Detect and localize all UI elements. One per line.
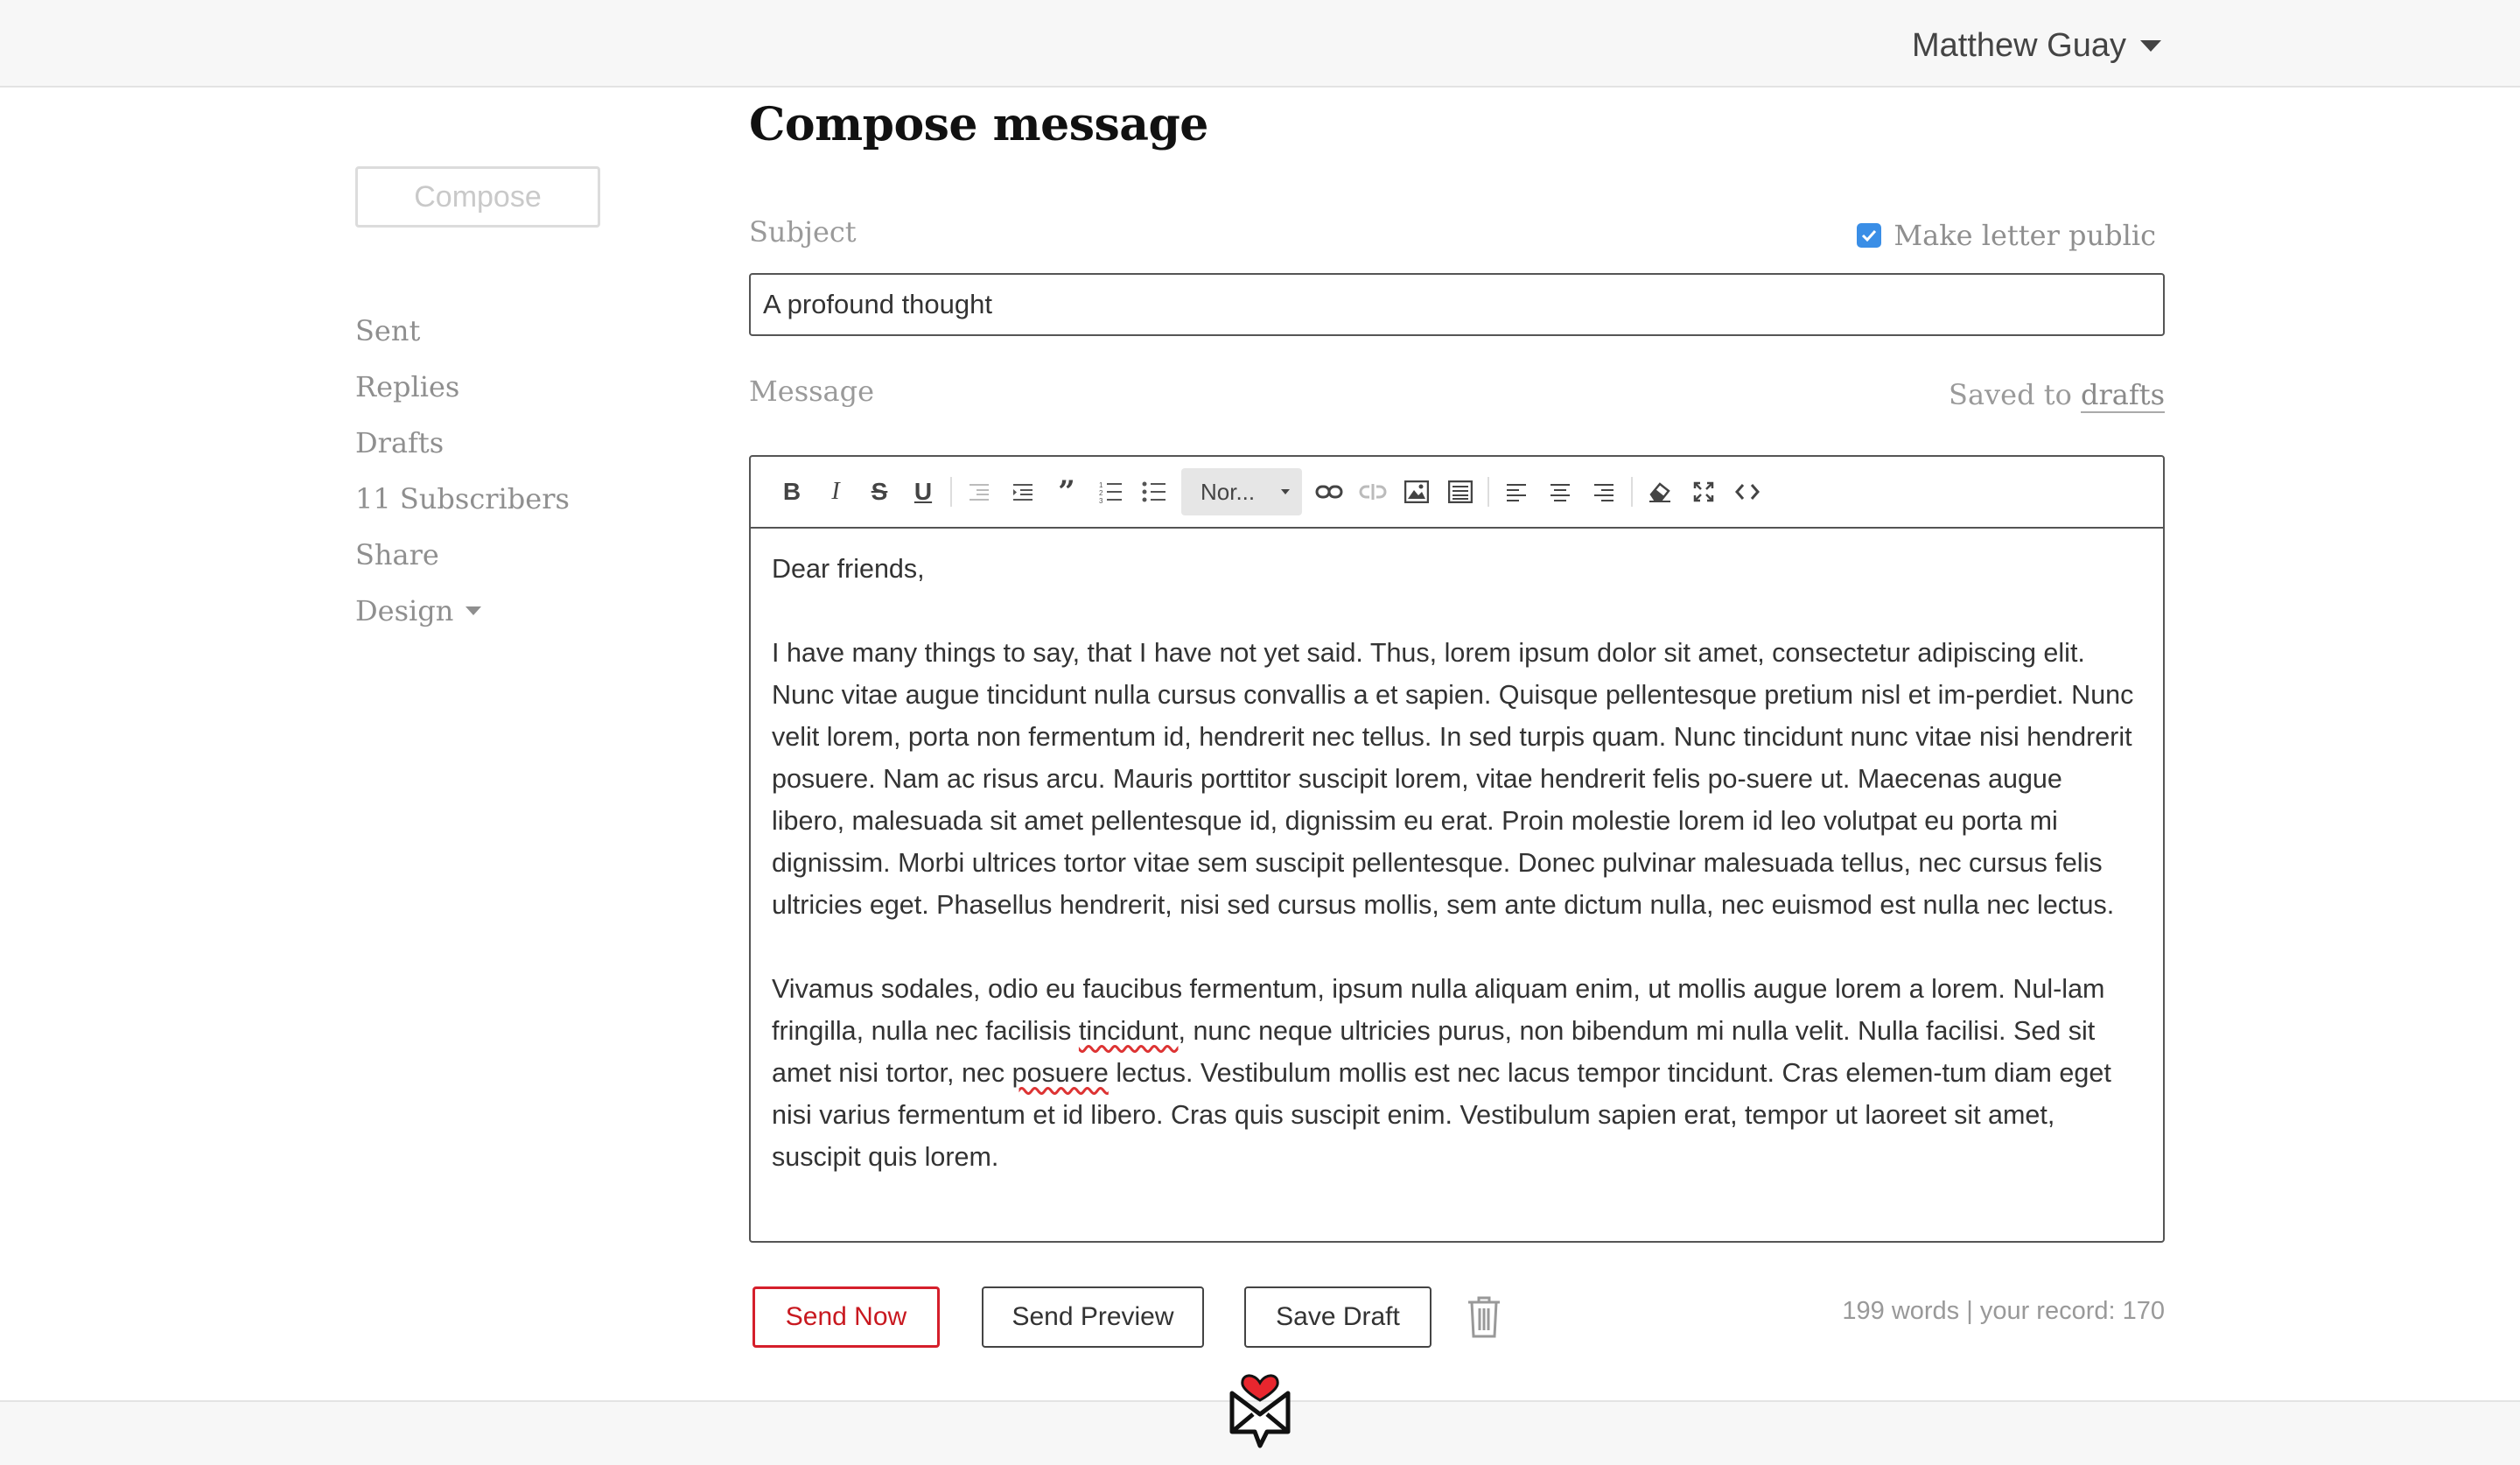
message-label: Message bbox=[749, 375, 875, 408]
sidebar-item-sent[interactable] bbox=[355, 303, 618, 359]
underline-icon: U bbox=[914, 478, 933, 505]
bold-icon: B bbox=[782, 478, 802, 505]
format-select-value: Nor... bbox=[1200, 478, 1256, 505]
code-view-button[interactable] bbox=[1726, 470, 1769, 514]
sidebar-item-label: Replies bbox=[355, 370, 460, 403]
unlink-icon bbox=[1359, 483, 1387, 501]
drafts-link[interactable]: drafts bbox=[2081, 378, 2165, 411]
link-button[interactable] bbox=[1307, 470, 1351, 514]
chevron-down-icon bbox=[1281, 489, 1290, 494]
saved-status bbox=[1949, 378, 2165, 411]
paragraph-spacer bbox=[772, 926, 2142, 968]
paragraph-text: lectus. Vestibulum mollis est nec lacus tempor tincidunt. Cras elemen-tum diam eget nisi varius fermentum et id libero. Cras quis suscipit enim. Vestibulum sapien erat, tempor ut laoreet sit amet, suscipit quis lorem. bbox=[772, 1058, 2111, 1172]
sidebar-item-share[interactable] bbox=[355, 527, 618, 583]
clear-format-button[interactable] bbox=[1638, 470, 1682, 514]
paragraph-text: , nunc neque ultricies purus, non bibendum mi nulla velit. Nulla facilisi. Sed sit amet nisi tortor, nec bbox=[772, 1016, 2096, 1088]
sidebar-item-subscribers[interactable] bbox=[355, 471, 618, 527]
saved-prefix: Saved to bbox=[1949, 378, 2072, 411]
sidebar-item-label: Sent bbox=[355, 314, 421, 347]
sidebar bbox=[355, 166, 618, 639]
bullet-list-button[interactable] bbox=[1132, 470, 1176, 514]
make-public-checkbox[interactable] bbox=[1857, 223, 1881, 248]
numbered-list-button[interactable] bbox=[1088, 470, 1132, 514]
heart-envelope-logo-icon bbox=[1225, 1362, 1295, 1449]
message-greeting: Dear friends, bbox=[772, 554, 925, 584]
unlink-button[interactable] bbox=[1351, 470, 1395, 514]
quote-icon: ” bbox=[1058, 474, 1075, 509]
embed-button[interactable] bbox=[1438, 470, 1482, 514]
indent-icon bbox=[1012, 482, 1034, 501]
italic-icon: I bbox=[831, 478, 840, 505]
strikethrough-icon: S bbox=[871, 478, 888, 505]
sidebar-item-label: Drafts bbox=[355, 426, 444, 459]
editor-toolbar bbox=[751, 457, 2163, 529]
align-right-icon bbox=[1592, 482, 1615, 501]
outdent-button[interactable] bbox=[957, 470, 1001, 514]
align-left-button[interactable] bbox=[1494, 470, 1538, 514]
svg-text:3: 3 bbox=[1099, 497, 1103, 503]
save-draft-button[interactable]: Save Draft bbox=[1244, 1286, 1432, 1348]
paragraph-spacer bbox=[772, 590, 2142, 632]
fullscreen-button[interactable] bbox=[1682, 470, 1726, 514]
code-icon bbox=[1734, 482, 1760, 501]
toolbar-divider bbox=[1631, 477, 1633, 507]
misspelled-word[interactable]: posuere bbox=[1012, 1058, 1109, 1088]
align-right-button[interactable] bbox=[1582, 470, 1626, 514]
sidebar-item-replies[interactable] bbox=[355, 359, 618, 415]
paragraph-text: Vivamus sodales, odio eu faucibus fermentum, ipsum nulla aliquam enim, ut mollis augue lorem a lorem. Nul-lam fringilla, nulla nec facilisis bbox=[772, 974, 2105, 1046]
send-preview-button[interactable]: Send Preview bbox=[982, 1286, 1204, 1348]
sidebar-item-drafts[interactable] bbox=[355, 415, 618, 471]
subject-input[interactable] bbox=[749, 273, 2165, 336]
underline-button[interactable] bbox=[901, 470, 945, 514]
align-center-button[interactable] bbox=[1538, 470, 1582, 514]
sidebar-item-label: 11 Subscribers bbox=[355, 482, 570, 515]
send-now-button[interactable]: Send Now bbox=[752, 1286, 940, 1348]
format-select[interactable] bbox=[1181, 468, 1302, 515]
action-bar bbox=[749, 1286, 2165, 1349]
top-bar bbox=[0, 0, 2520, 88]
subject-label: Subject bbox=[749, 215, 857, 249]
message-editor bbox=[749, 455, 2165, 1243]
sidebar-nav bbox=[355, 303, 618, 639]
subject-value: A profound thought bbox=[763, 289, 993, 319]
user-menu[interactable] bbox=[1912, 21, 2161, 70]
sidebar-item-label: Design bbox=[355, 594, 454, 627]
outdent-icon bbox=[968, 482, 990, 501]
make-public-toggle[interactable] bbox=[1857, 219, 2156, 252]
svg-text:1: 1 bbox=[1099, 481, 1103, 489]
align-left-icon bbox=[1505, 482, 1528, 501]
make-public-label: Make letter public bbox=[1894, 219, 2156, 252]
chevron-down-icon bbox=[466, 606, 481, 615]
misspelled-word[interactable]: tincidunt bbox=[1078, 1016, 1179, 1046]
user-name: Matthew Guay bbox=[1912, 26, 2126, 64]
trash-icon[interactable] bbox=[1465, 1295, 1503, 1339]
document-icon bbox=[1448, 480, 1473, 503]
sidebar-item-label: Share bbox=[355, 538, 439, 571]
bold-button[interactable] bbox=[770, 470, 814, 514]
compose-button[interactable]: Compose bbox=[355, 166, 600, 228]
message-body[interactable] bbox=[751, 529, 2163, 1178]
toolbar-divider bbox=[1488, 477, 1489, 507]
checkmark-icon bbox=[1860, 227, 1878, 244]
page-title: Compose message bbox=[749, 98, 1208, 151]
blockquote-button[interactable] bbox=[1045, 470, 1088, 514]
numbered-list-icon bbox=[1098, 480, 1123, 503]
eraser-icon bbox=[1648, 480, 1672, 503]
strikethrough-button[interactable] bbox=[858, 470, 901, 514]
image-button[interactable] bbox=[1395, 470, 1438, 514]
italic-button[interactable] bbox=[814, 470, 858, 514]
toolbar-divider bbox=[950, 477, 952, 507]
fullscreen-icon bbox=[1693, 481, 1714, 502]
align-center-icon bbox=[1549, 482, 1572, 501]
link-icon bbox=[1315, 484, 1343, 500]
message-paragraph bbox=[772, 968, 2142, 1178]
bullet-list-icon bbox=[1142, 480, 1166, 503]
image-icon bbox=[1404, 480, 1429, 503]
svg-text:2: 2 bbox=[1099, 489, 1103, 497]
message-paragraph: I have many things to say, that I have not yet said. Thus, lorem ipsum dolor sit amet, consectetur adipiscing elit. Nunc vitae augue tincidunt nulla cursus convallis a et sapien. Quisque pellentesque pretium nisl et im-perdiet. Nunc velit lorem, porta non fermentum id, hendrerit nec tellus. In sed turpis quam. Nunc tincidunt nunc vitae nisi hendrerit posuere. Nam ac risus arcu. Mauris porttitor suscipit lorem, vitae hendrerit felis po-suere ut. Maecenas augue libero, malesuada sit amet pellentesque id, dignissim eu erat. Proin molestie lorem id leo volutpat eu porta mi dignissim. Morbi ultrices tortor vitae sem suscipit pellentesque. Donec pulvinar malesuada tellus, nec cursus felis ultricies eget. Phasellus hendrerit, nisi sed cursus mollis, sem ante dictum nulla, nec euismod est nulla nec lectus. bbox=[772, 638, 2134, 920]
indent-button[interactable] bbox=[1001, 470, 1045, 514]
chevron-down-icon bbox=[2140, 40, 2161, 52]
sidebar-item-design[interactable] bbox=[355, 583, 618, 639]
word-count: 199 words | your record: 170 bbox=[1842, 1297, 2165, 1325]
